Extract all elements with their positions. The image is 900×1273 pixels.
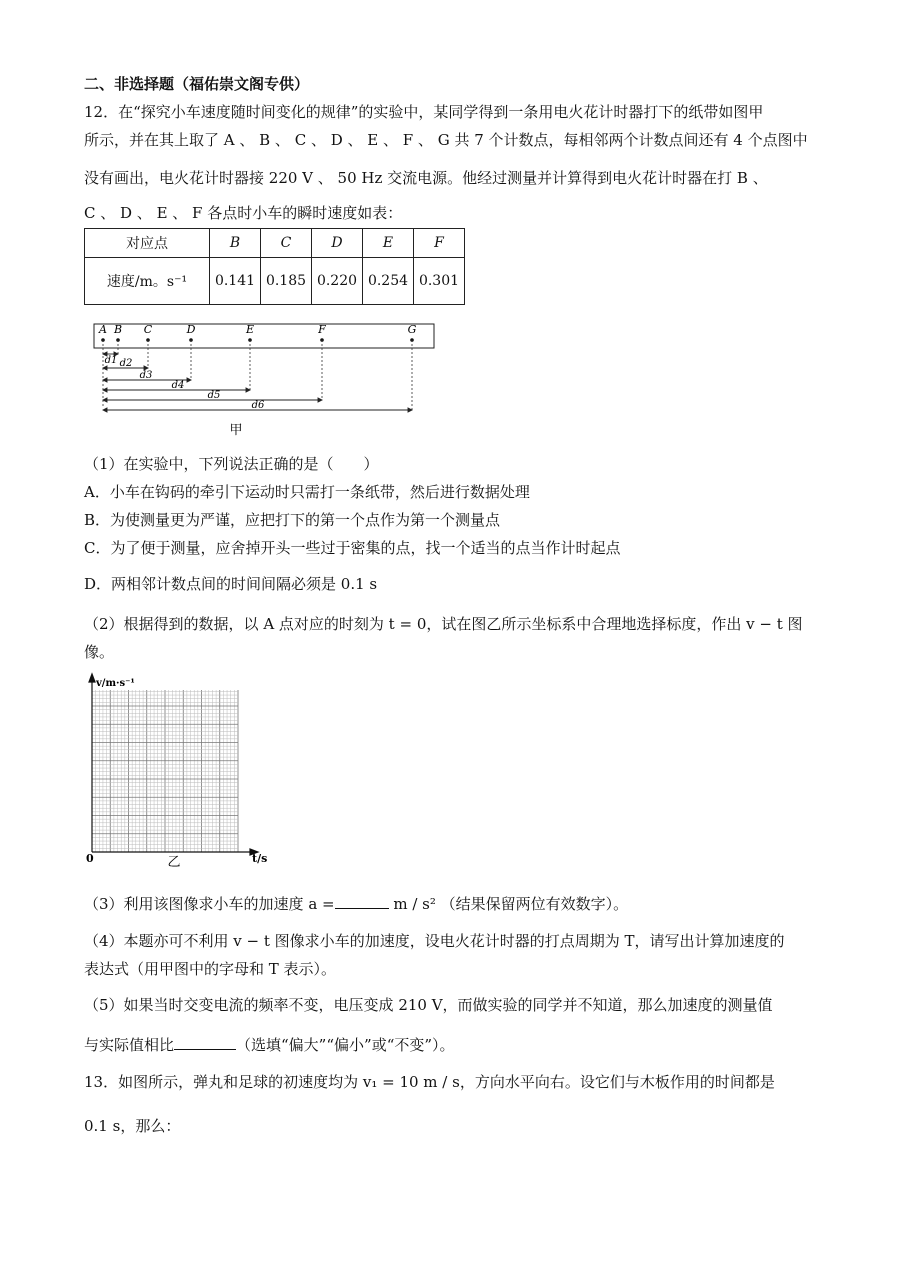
section-title: 二、非选择题（福佑崇文阁专供）	[84, 75, 310, 93]
tape-point-label: A	[99, 323, 107, 336]
tape-figure	[88, 318, 448, 443]
table-value: 0.220	[312, 258, 363, 305]
tape-point-label: C	[143, 323, 153, 336]
q12-option-d: D．两相邻计数点间的时间间隔必须是 0.1 s	[84, 575, 378, 593]
tape-distance-label: d5	[207, 390, 221, 401]
tape-point-label: B	[113, 323, 123, 336]
q12-p4-line1: （4）本题亦可不利用 v − t 图像求小车的加速度，设电火花计时器的打点周期为 T，请写出计算加速度的	[84, 932, 785, 950]
table-value: 0.254	[363, 258, 414, 305]
tape-point-label: E	[245, 323, 255, 336]
q12-p5-pre: 与实际值相比	[84, 1036, 175, 1054]
q12-line2: 所示，并在其上取了 A 、 B 、 C 、 D 、 E 、 F 、 G 共 7 个计数点，每相邻两个计数点间还有 4 个点图中	[84, 131, 808, 149]
tape-point-label: D	[186, 323, 196, 336]
tape-distance-label: d6	[251, 400, 265, 411]
q12-p2-line2: 像。	[84, 643, 115, 661]
table-value: 0.301	[414, 258, 465, 305]
table-point: F	[414, 229, 465, 258]
answer-blank-compare[interactable]	[174, 1035, 236, 1050]
table-point: C	[261, 229, 312, 258]
y-axis-arrow	[89, 674, 95, 682]
q12-p5-line2	[84, 1034, 455, 1056]
vt-graph	[82, 672, 282, 872]
y-axis-label: v/m·s⁻¹	[96, 678, 135, 689]
q12-option-b: B．为使测量更为严谨，应把打下的第一个点作为第一个测量点	[84, 511, 501, 529]
tape-distance-label: d2	[119, 358, 133, 369]
q12-p1-stem: （1）在实验中，下列说法正确的是（ ）	[84, 455, 379, 473]
q12-option-a: A．小车在钩码的牵引下运动时只需打一条纸带，然后进行数据处理	[84, 483, 530, 501]
q12-p3	[84, 893, 628, 915]
graph-grid	[92, 690, 238, 852]
q12-line1: 12．在“探究小车速度随时间变化的规律”的实验中，某同学得到一条用电火花计时器打下的纸带如图甲	[84, 103, 764, 121]
q12-p4-line2: 表达式（用甲图中的字母和 T 表示）。	[84, 960, 337, 978]
tape-point-label: F	[318, 323, 326, 336]
figure-caption-jia: 甲	[229, 423, 243, 438]
table-point: E	[363, 229, 414, 258]
table-point: B	[210, 229, 261, 258]
figure-caption-yi: 乙	[167, 855, 181, 870]
tape-distance-label: d3	[139, 370, 153, 381]
q12-p5-post: （选填“偏大”“偏小”或“不变”）。	[236, 1036, 455, 1054]
q12-line4: C 、 D 、 E 、 F 各点时小车的瞬时速度如表：	[84, 204, 403, 222]
q12-p2-line1: （2）根据得到的数据，以 A 点对应的时刻为 t = 0，试在图乙所示坐标系中合理地选择标度，作出 v − t 图	[84, 615, 803, 633]
q12-p3-post: m / s² （结果保留两位有效数字）。	[388, 895, 629, 913]
q12-p5-line1: （5）如果当时交变电流的频率不变，电压变成 210 V，而做实验的同学并不知道，那么加速度的测量值	[84, 996, 773, 1014]
q13-line1: 13．如图所示，弹丸和足球的初速度均为 v₁ = 10 m / s，方向水平向右。设它们与木板作用的时间都是	[84, 1073, 775, 1091]
table-point: D	[312, 229, 363, 258]
q12-line3: 没有画出，电火花计时器接 220 V 、 50 Hz 交流电源。他经过测量并计算得到电火花计时器在打 B 、	[84, 169, 768, 187]
q12-p3-pre: （3）利用该图像求小车的加速度 a =	[84, 895, 335, 913]
tape-point-label: G	[407, 323, 417, 336]
origin-label: 0	[86, 852, 94, 865]
answer-blank-acceleration[interactable]	[335, 894, 389, 909]
table-value: 0.185	[261, 258, 312, 305]
table-header-label: 对应点	[85, 229, 210, 258]
x-axis-label: t/s	[252, 852, 268, 865]
q13-line2: 0.1 s，那么：	[84, 1117, 181, 1135]
tape-distance-label: d1	[104, 355, 118, 366]
velocity-table	[84, 228, 465, 305]
table-value: 0.141	[210, 258, 261, 305]
table-row-label: 速度/m。s⁻¹	[85, 258, 210, 305]
tape-distance-label: d4	[171, 380, 185, 391]
q12-option-c: C．为了便于测量，应舍掉开头一些过于密集的点，找一个适当的点当作计时起点	[84, 539, 621, 557]
